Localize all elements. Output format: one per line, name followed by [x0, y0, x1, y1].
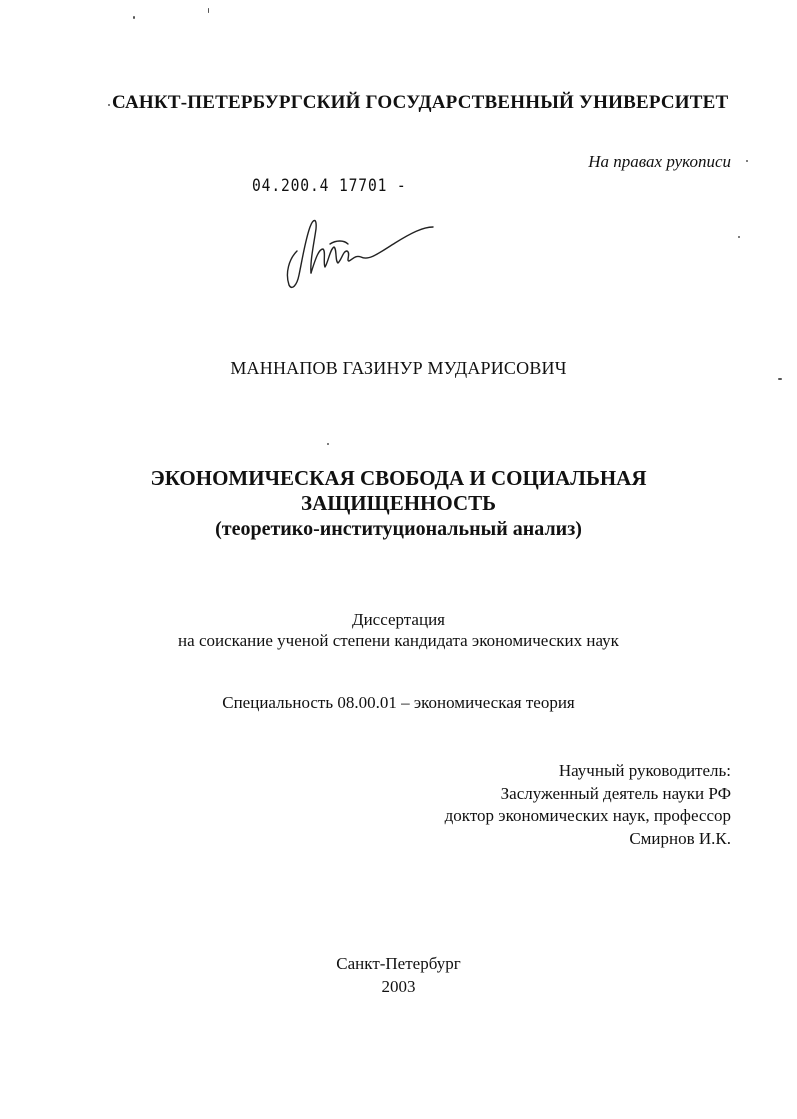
supervisor-block — [445, 760, 731, 850]
registration-stamp-number: 04.200.4 17701 - — [252, 176, 407, 196]
dissertation-label: Диссертация — [351, 610, 445, 629]
city-year-block — [0, 952, 797, 998]
author-name: МАННАПОВ ГАЗИНУР МУДАРИСОВИЧ — [230, 358, 567, 378]
supervisor-degree: доктор экономических наук, профессор — [444, 806, 731, 825]
scan-speck — [738, 236, 740, 238]
scan-speck — [108, 104, 110, 106]
supervisor-name: Смирнов И.К. — [629, 828, 731, 848]
dissertation-description — [0, 609, 797, 651]
title-line: ЭКОНОМИЧЕСКАЯ СВОБОДА И СОЦИАЛЬНАЯ — [150, 466, 647, 490]
dissertation-purpose: на соискание ученой степени кандидата экономических наук — [178, 631, 619, 650]
manuscript-rights-note: На правах рукописи — [588, 152, 731, 171]
dissertation-title — [0, 466, 797, 516]
university-name: САНКТ-ПЕТЕРБУРГСКИЙ ГОСУДАРСТВЕННЫЙ УНИВЕРСИТЕТ — [112, 92, 729, 113]
scan-speck — [778, 378, 782, 380]
specialty: Специальность 08.00.01 – экономическая теория — [222, 693, 575, 712]
title-line: ЗАЩИЩЕННОСТЬ — [300, 491, 497, 515]
year: 2003 — [381, 977, 416, 996]
supervisor-label: Научный руководитель: — [558, 761, 731, 780]
scan-speck — [327, 443, 329, 445]
city: Санкт-Петербург — [336, 954, 461, 973]
dissertation-subtitle: (теоретико-институциональный анализ) — [215, 518, 582, 540]
signature-icon — [283, 205, 443, 295]
scan-speck — [208, 8, 209, 13]
scan-speck — [133, 16, 135, 19]
supervisor-honor: Заслуженный деятель науки РФ — [500, 783, 731, 803]
scan-speck — [746, 160, 748, 162]
